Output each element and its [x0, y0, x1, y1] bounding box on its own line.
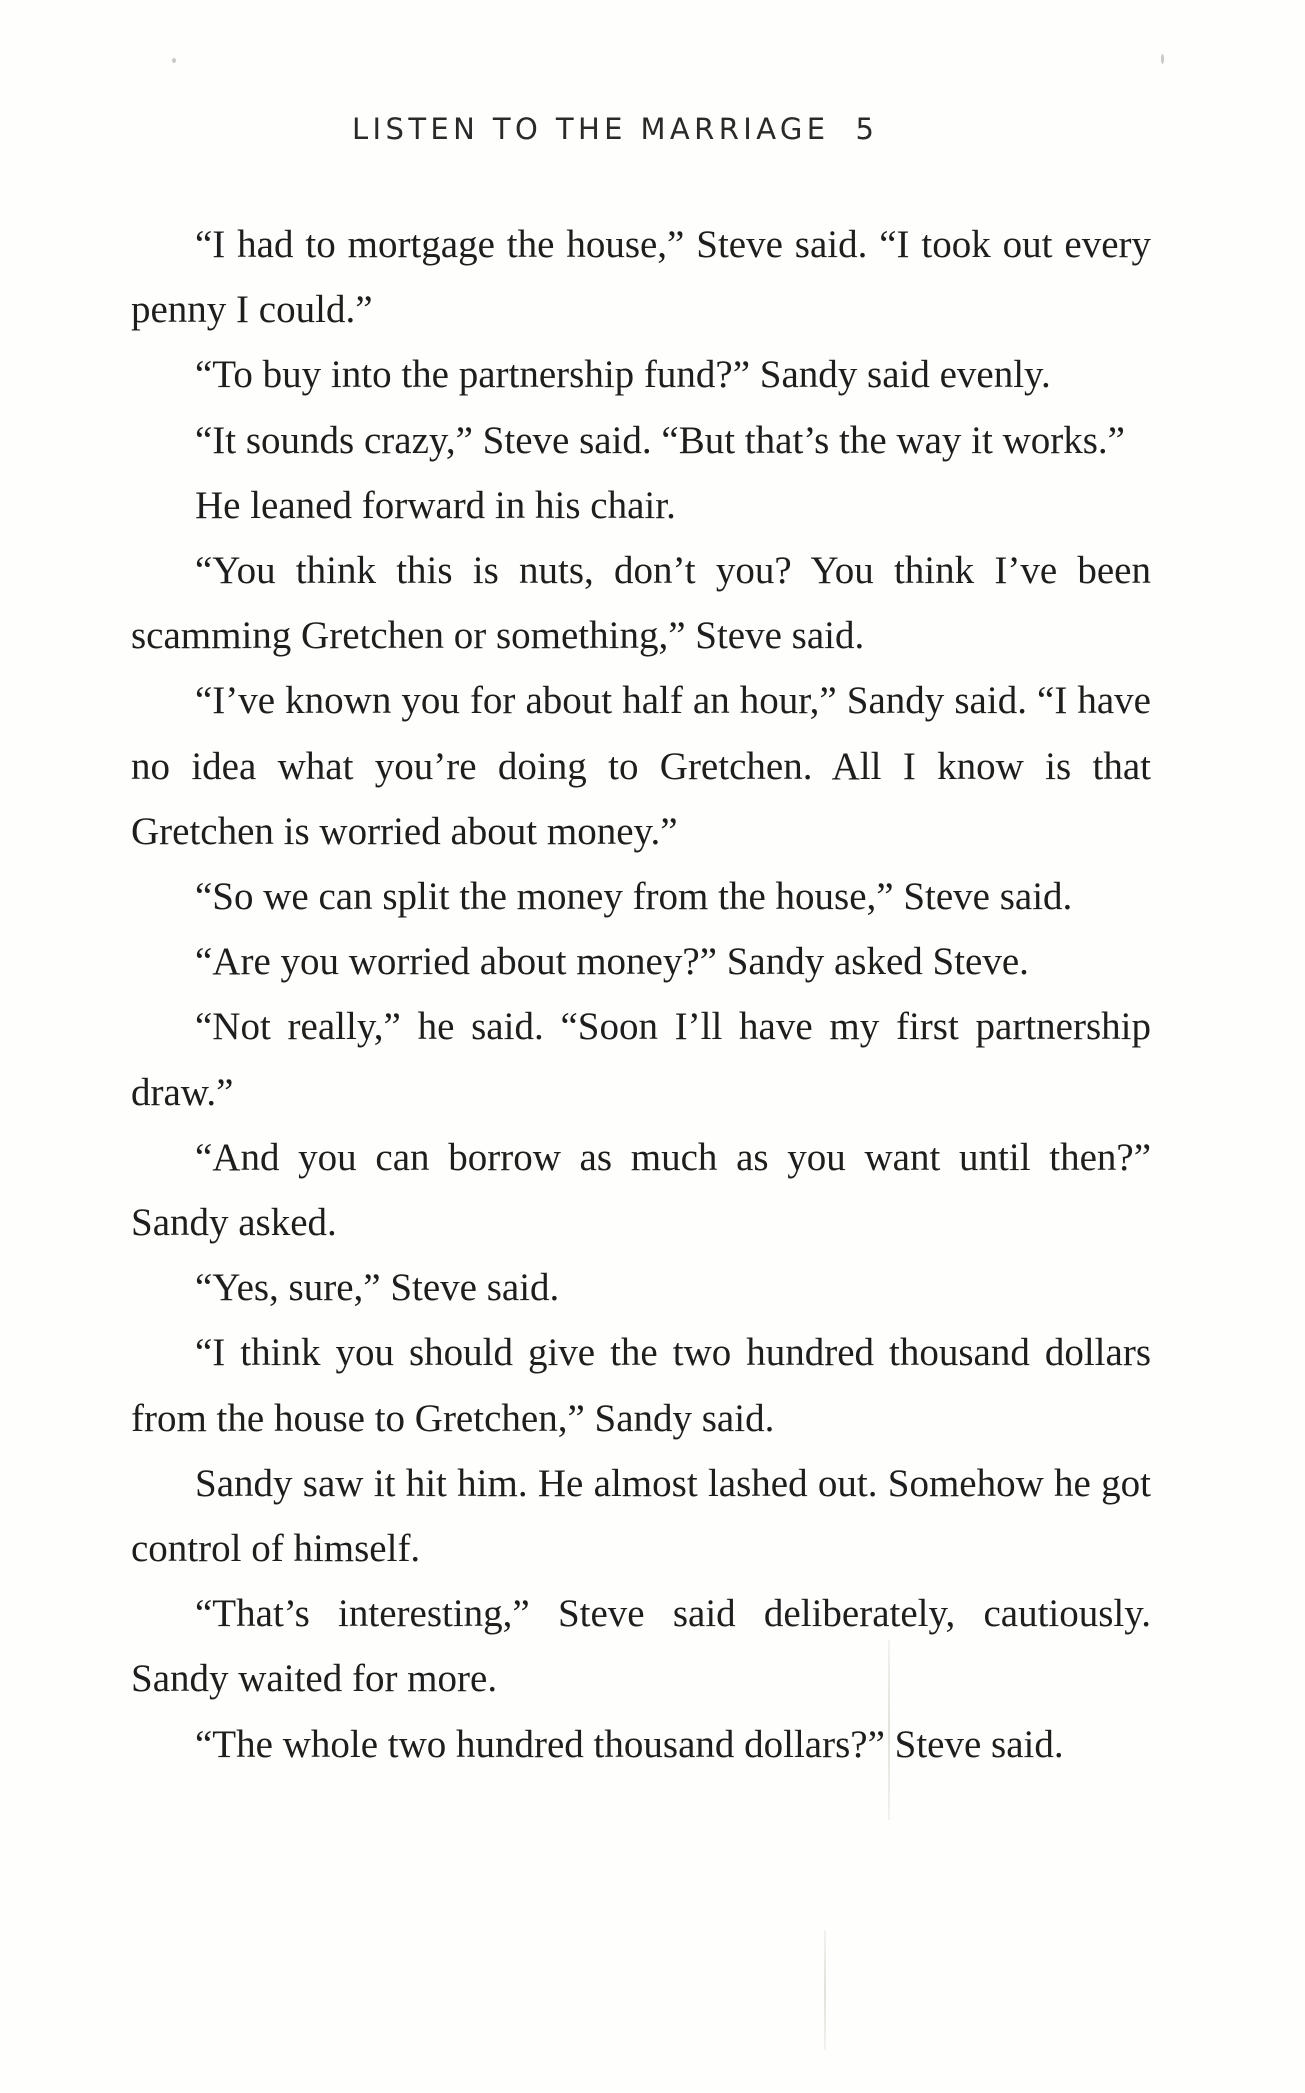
paragraph: “Are you worried about money?” Sandy asked Steve. — [195, 940, 1029, 984]
paragraph: “I had to mortgage the house,” Steve said. “I took out every penny I could.” — [131, 223, 1151, 332]
paper-speck — [172, 58, 176, 63]
paragraph: “I think you should give the two hundred thousand dollars from the house to Gretchen,” Sandy said. — [131, 1331, 1151, 1440]
paragraph: “It sounds crazy,” Steve said. “But that’s the way it works.” — [195, 418, 1125, 462]
paragraph: “That’s interesting,” Steve said deliberately, cautiously. Sandy waited for more. — [131, 1592, 1151, 1701]
page-number: 5 — [855, 112, 874, 146]
paper-speck — [1161, 54, 1164, 64]
paragraph: “To buy into the partnership fund?” Sandy said evenly. — [195, 353, 1051, 397]
paragraph: He leaned forward in his chair. — [195, 483, 676, 527]
paper-crease — [824, 1930, 826, 2050]
running-head-title: LISTEN TO THE MARRIAGE — [352, 112, 830, 146]
paragraph: “Not really,” he said. “Soon I’ll have my first partnership draw.” — [131, 1005, 1151, 1114]
paragraph: “Yes, sure,” Steve said. — [195, 1266, 560, 1310]
running-head — [352, 112, 952, 146]
paragraph: “And you can borrow as much as you want until then?” Sandy asked. — [131, 1135, 1151, 1245]
body-text — [131, 212, 1151, 1777]
paragraph: “You think this is nuts, don’t you? You think I’ve been scamming Gretchen or something,” Steve said. — [131, 549, 1151, 658]
paragraph: “I’ve known you for about half an hour,” Sandy said. “I have no idea what you’re doing to Gretchen. All I know is that Gretchen is worried about money.” — [131, 679, 1151, 853]
paragraph: Sandy saw it hit him. He almost lashed out. Somehow he got control of himself. — [131, 1461, 1151, 1571]
paragraph: “So we can split the money from the house,” Steve said. — [195, 875, 1073, 919]
paragraph: “The whole two hundred thousand dollars?” Steve said. — [195, 1722, 1064, 1766]
